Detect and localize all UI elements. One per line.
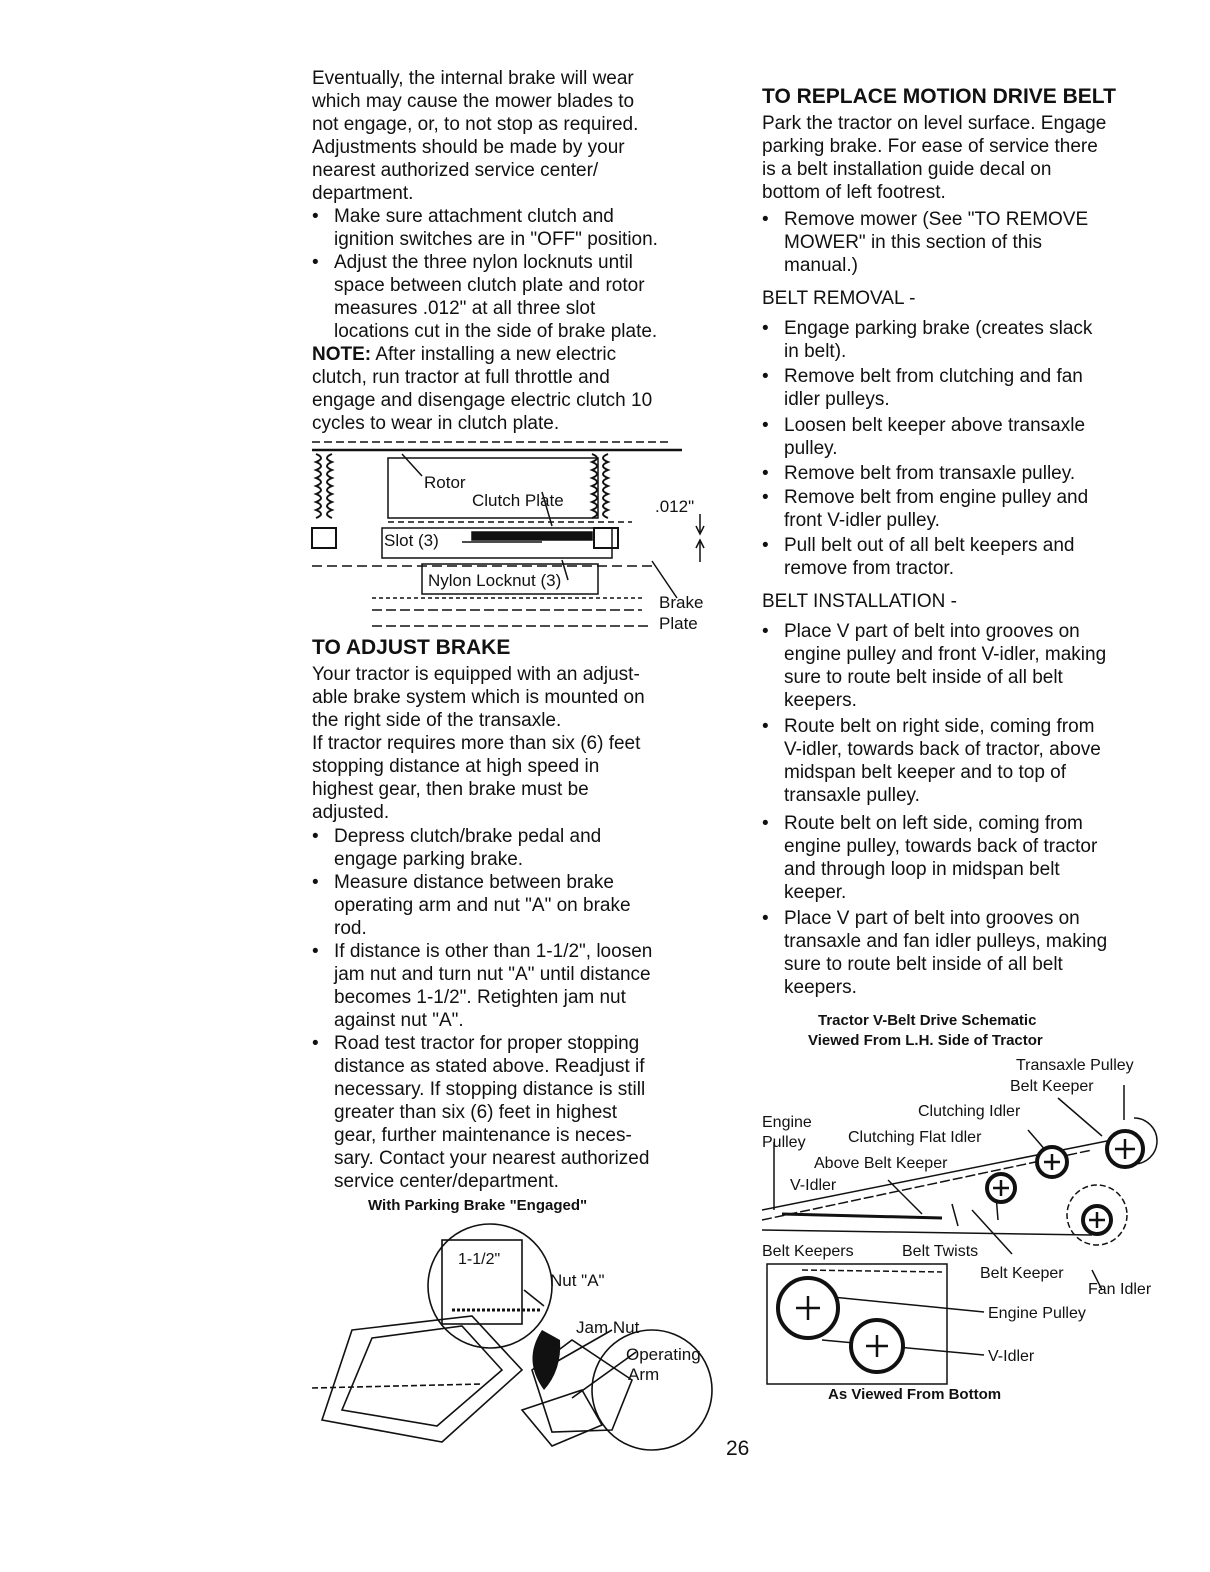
clutching-flat-idler-label: Clutching Flat Idler: [848, 1129, 982, 1146]
brake-intro-line: the right side of the transaxle.: [312, 710, 562, 731]
list-item-text: transaxle and fan idler pulleys, making: [784, 931, 1108, 952]
clutching-idler-label: Clutching Idler: [918, 1103, 1021, 1120]
intro-line: Adjustments should be made by your: [312, 137, 625, 158]
brake-caption: With Parking Brake "Engaged": [368, 1197, 588, 1214]
engine-pulley-label: Engine Pulley: [988, 1305, 1086, 1322]
belt-keepers-label: Belt Keepers: [762, 1243, 854, 1260]
list-item-text: transaxle pulley.: [784, 785, 920, 806]
bullet-icon: •: [762, 621, 769, 642]
list-item-text: and through loop in midspan belt: [784, 859, 1060, 880]
list-item-text: operating arm and nut "A" on brake: [334, 895, 631, 916]
bullet-icon: •: [312, 206, 319, 227]
schematic-title: Tractor V-Belt Drive Schematic: [818, 1012, 1037, 1029]
brake-intro-line: Your tractor is equipped with an adjust-: [312, 664, 640, 685]
list-item-text: becomes 1-1/2". Retighten jam nut: [334, 987, 626, 1008]
intro-line: Eventually, the internal brake will wear: [312, 68, 634, 89]
bullet-icon: •: [762, 463, 769, 484]
bullet-icon: •: [762, 366, 769, 387]
fan-idler-label: Fan Idler: [1088, 1281, 1152, 1298]
belt-keeper-label: Belt Keeper: [980, 1265, 1064, 1282]
pulley-label: Pulley: [762, 1134, 806, 1151]
brake-heading: TO ADJUST BRAKE: [312, 636, 511, 659]
bullet-icon: •: [762, 487, 769, 508]
above-belt-keeper-label: Above Belt Keeper: [814, 1155, 948, 1172]
bullet-icon: •: [762, 535, 769, 556]
bullet-icon: •: [762, 209, 769, 230]
intro-line: which may cause the mower blades to: [312, 91, 635, 112]
v-idler-label: V-Idler: [790, 1177, 837, 1194]
bullet-icon: •: [762, 813, 769, 834]
belt-intro-line: is a belt installation guide decal on: [762, 159, 1052, 180]
brake-intro-line: able brake system which is mounted on: [312, 687, 645, 708]
belt-keeper-top-label: Belt Keeper: [1010, 1078, 1094, 1095]
list-item-text: keepers.: [784, 977, 857, 998]
note-line: cycles to wear in clutch plate.: [312, 413, 560, 434]
belt-intro-line: bottom of left footrest.: [762, 182, 946, 203]
page-number: 26: [726, 1437, 750, 1460]
intro-line: not engage, or, to not stop as required.: [312, 114, 639, 135]
v-idler-bottom-label: V-Idler: [988, 1348, 1035, 1365]
list-item-text: service center/department.: [334, 1171, 559, 1192]
list-item-text: sure to route belt inside of all belt: [784, 954, 1063, 975]
locknut-label: Nylon Locknut (3): [428, 571, 562, 590]
engine-label: Engine: [762, 1114, 812, 1131]
note: [312, 343, 616, 366]
list-item-text: V-idler, towards back of tractor, above: [784, 739, 1101, 760]
list-item-text: MOWER" in this section of this: [784, 232, 1043, 253]
bullet-icon: •: [312, 941, 319, 962]
bullet-icon: •: [312, 826, 319, 847]
list-item-text: sary. Contact your nearest authorized: [334, 1148, 650, 1169]
belt-intro-line: Park the tractor on level surface. Engage: [762, 113, 1107, 134]
operating-label: Operating: [626, 1345, 701, 1364]
list-item-text: remove from tractor.: [784, 558, 954, 579]
transaxle-pulley-label: Transaxle Pulley: [1016, 1057, 1134, 1074]
list-item-text: keepers.: [784, 690, 857, 711]
intro-line: department.: [312, 183, 414, 204]
list-item-text: pulley.: [784, 438, 838, 459]
brake-intro-line: highest gear, then brake must be: [312, 779, 589, 800]
belt-heading: TO REPLACE MOTION DRIVE BELT: [762, 85, 1116, 108]
clutch-diagram: [312, 436, 724, 636]
belt-schematic: [762, 1050, 1174, 1405]
schematic-subtitle: Viewed From L.H. Side of Tractor: [808, 1032, 1043, 1049]
install-label: BELT INSTALLATION -: [762, 591, 957, 612]
belt-intro-line: parking brake. For ease of service there: [762, 136, 1098, 157]
list-item-text: engine pulley and front V-idler, making: [784, 644, 1107, 665]
list-item-text: locations cut in the side of brake plate.: [334, 321, 658, 342]
belt-twists-label: Belt Twists: [902, 1243, 979, 1260]
list-item-text: jam nut and turn nut "A" until distance: [334, 964, 651, 985]
list-item-text: against nut "A".: [334, 1010, 464, 1031]
list-item-text: keeper.: [784, 882, 847, 903]
brake-label: Brake: [659, 593, 704, 612]
list-item-text: engine pulley, towards back of tractor: [784, 836, 1098, 857]
note-line: engage and disengage electric clutch 10: [312, 390, 653, 411]
list-item-text: necessary. If stopping distance is still: [334, 1079, 646, 1100]
note-line: clutch, run tractor at full throttle and: [312, 367, 610, 388]
list-item-text: idler pulleys.: [784, 389, 890, 410]
list-item-text: manual.): [784, 255, 858, 276]
clutch-plate-label: Clutch Plate: [472, 491, 564, 510]
plate-label: Plate: [659, 614, 698, 633]
intro-line: nearest authorized service center/: [312, 160, 599, 181]
brake-intro-line: stopping distance at high speed in: [312, 756, 600, 777]
gap-label: .012": [655, 497, 695, 516]
rotor-label: Rotor: [424, 473, 466, 492]
list-item-text: measures .012" at all three slot: [334, 298, 596, 319]
list-item-text: rod.: [334, 918, 367, 939]
note-label: NOTE:: [312, 344, 372, 365]
list-item-text: sure to route belt inside of all belt: [784, 667, 1063, 688]
slot-label: Slot (3): [384, 531, 439, 550]
bullet-icon: •: [312, 1033, 319, 1054]
bullet-icon: •: [762, 415, 769, 436]
list-item-text: ignition switches are in "OFF" position.: [334, 229, 658, 250]
bullet-icon: •: [762, 716, 769, 737]
brake-diagram: [312, 1220, 724, 1450]
bullet-icon: •: [312, 872, 319, 893]
arm-label: Arm: [628, 1365, 660, 1384]
list-item-text: gear, further maintenance is neces-: [334, 1125, 632, 1146]
jam-nut-label: Jam Nut: [576, 1318, 640, 1337]
list-item-text: midspan belt keeper and to top of: [784, 762, 1067, 783]
bottom-caption: As Viewed From Bottom: [828, 1386, 1002, 1403]
nut-a-label: Nut "A": [550, 1271, 605, 1290]
list-item-text: in belt).: [784, 341, 847, 362]
measure-label: 1-1/2": [458, 1251, 501, 1268]
list-item-text: front V-idler pulley.: [784, 510, 940, 531]
bullet-icon: •: [762, 908, 769, 929]
list-item-text: greater than six (6) feet in highest: [334, 1102, 618, 1123]
note-text: After installing a new electric: [375, 344, 617, 365]
list-item-text: engage parking brake.: [334, 849, 524, 870]
removal-label: BELT REMOVAL -: [762, 288, 916, 309]
list-item-text: space between clutch plate and rotor: [334, 275, 645, 296]
bullet-icon: •: [312, 252, 319, 273]
brake-intro-line: adjusted.: [312, 802, 390, 823]
bullet-icon: •: [762, 318, 769, 339]
brake-intro-line: If tractor requires more than six (6) feet: [312, 733, 641, 754]
list-item-text: distance as stated above. Readjust if: [334, 1056, 645, 1077]
